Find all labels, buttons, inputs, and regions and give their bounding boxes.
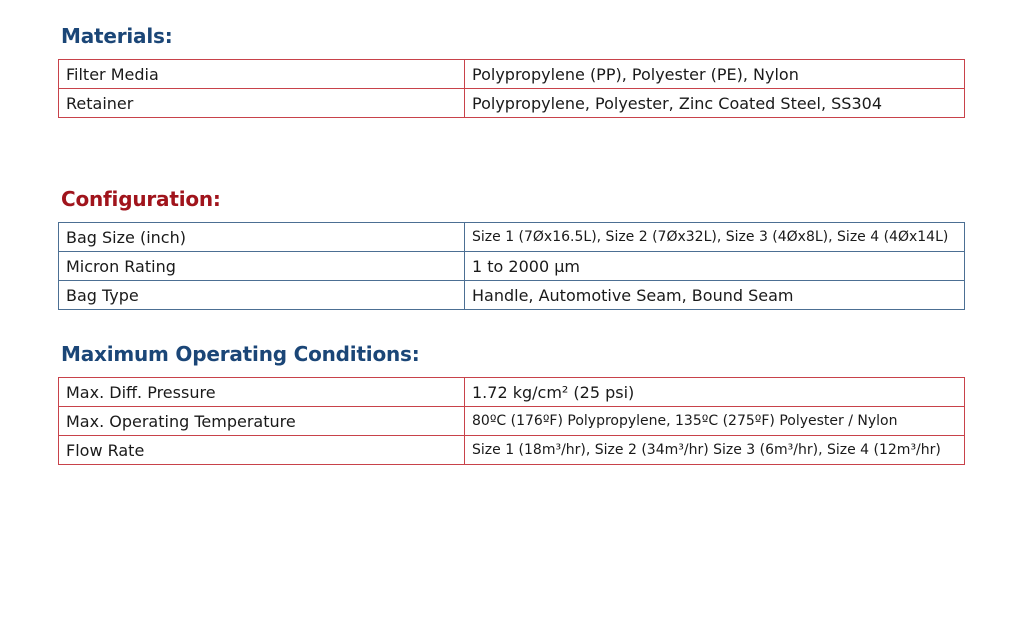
table-row — [59, 281, 965, 310]
table-row — [59, 60, 965, 89]
spec-value: 80ºC (176ºF) Polypropylene, 135ºC (275ºF) Polyester / Nylon — [465, 407, 965, 436]
spec-value: Size 1 (18m³/hr), Size 2 (34m³/hr) Size 3 (6m³/hr), Size 4 (12m³/hr) — [465, 436, 965, 465]
table-row — [59, 378, 965, 407]
spec-label: Max. Operating Temperature — [59, 407, 465, 436]
configuration-table — [58, 222, 965, 310]
spec-label: Bag Size (inch) — [59, 223, 465, 252]
table-row — [59, 407, 965, 436]
table-row — [59, 223, 965, 252]
materials-table — [58, 59, 965, 118]
conditions-heading: Maximum Operating Conditions: — [61, 342, 420, 366]
materials-heading: Materials: — [61, 24, 173, 48]
spec-label: Bag Type — [59, 281, 465, 310]
spec-label: Filter Media — [59, 60, 465, 89]
spec-value: Size 1 (7Øx16.5L), Size 2 (7Øx32L), Size 3 (4Øx8L), Size 4 (4Øx14L) — [465, 223, 965, 252]
spec-value: 1.72 kg/cm² (25 psi) — [465, 378, 965, 407]
spec-value: 1 to 2000 µm — [465, 252, 965, 281]
table-row — [59, 252, 965, 281]
table-row — [59, 436, 965, 465]
spec-value: Polypropylene, Polyester, Zinc Coated Steel, SS304 — [465, 89, 965, 118]
spec-label: Flow Rate — [59, 436, 465, 465]
spec-label: Max. Diff. Pressure — [59, 378, 465, 407]
spec-label: Retainer — [59, 89, 465, 118]
table-row — [59, 89, 965, 118]
spec-value: Polypropylene (PP), Polyester (PE), Nylon — [465, 60, 965, 89]
configuration-heading: Configuration: — [61, 187, 221, 211]
spec-label: Micron Rating — [59, 252, 465, 281]
spec-value: Handle, Automotive Seam, Bound Seam — [465, 281, 965, 310]
conditions-table — [58, 377, 965, 465]
